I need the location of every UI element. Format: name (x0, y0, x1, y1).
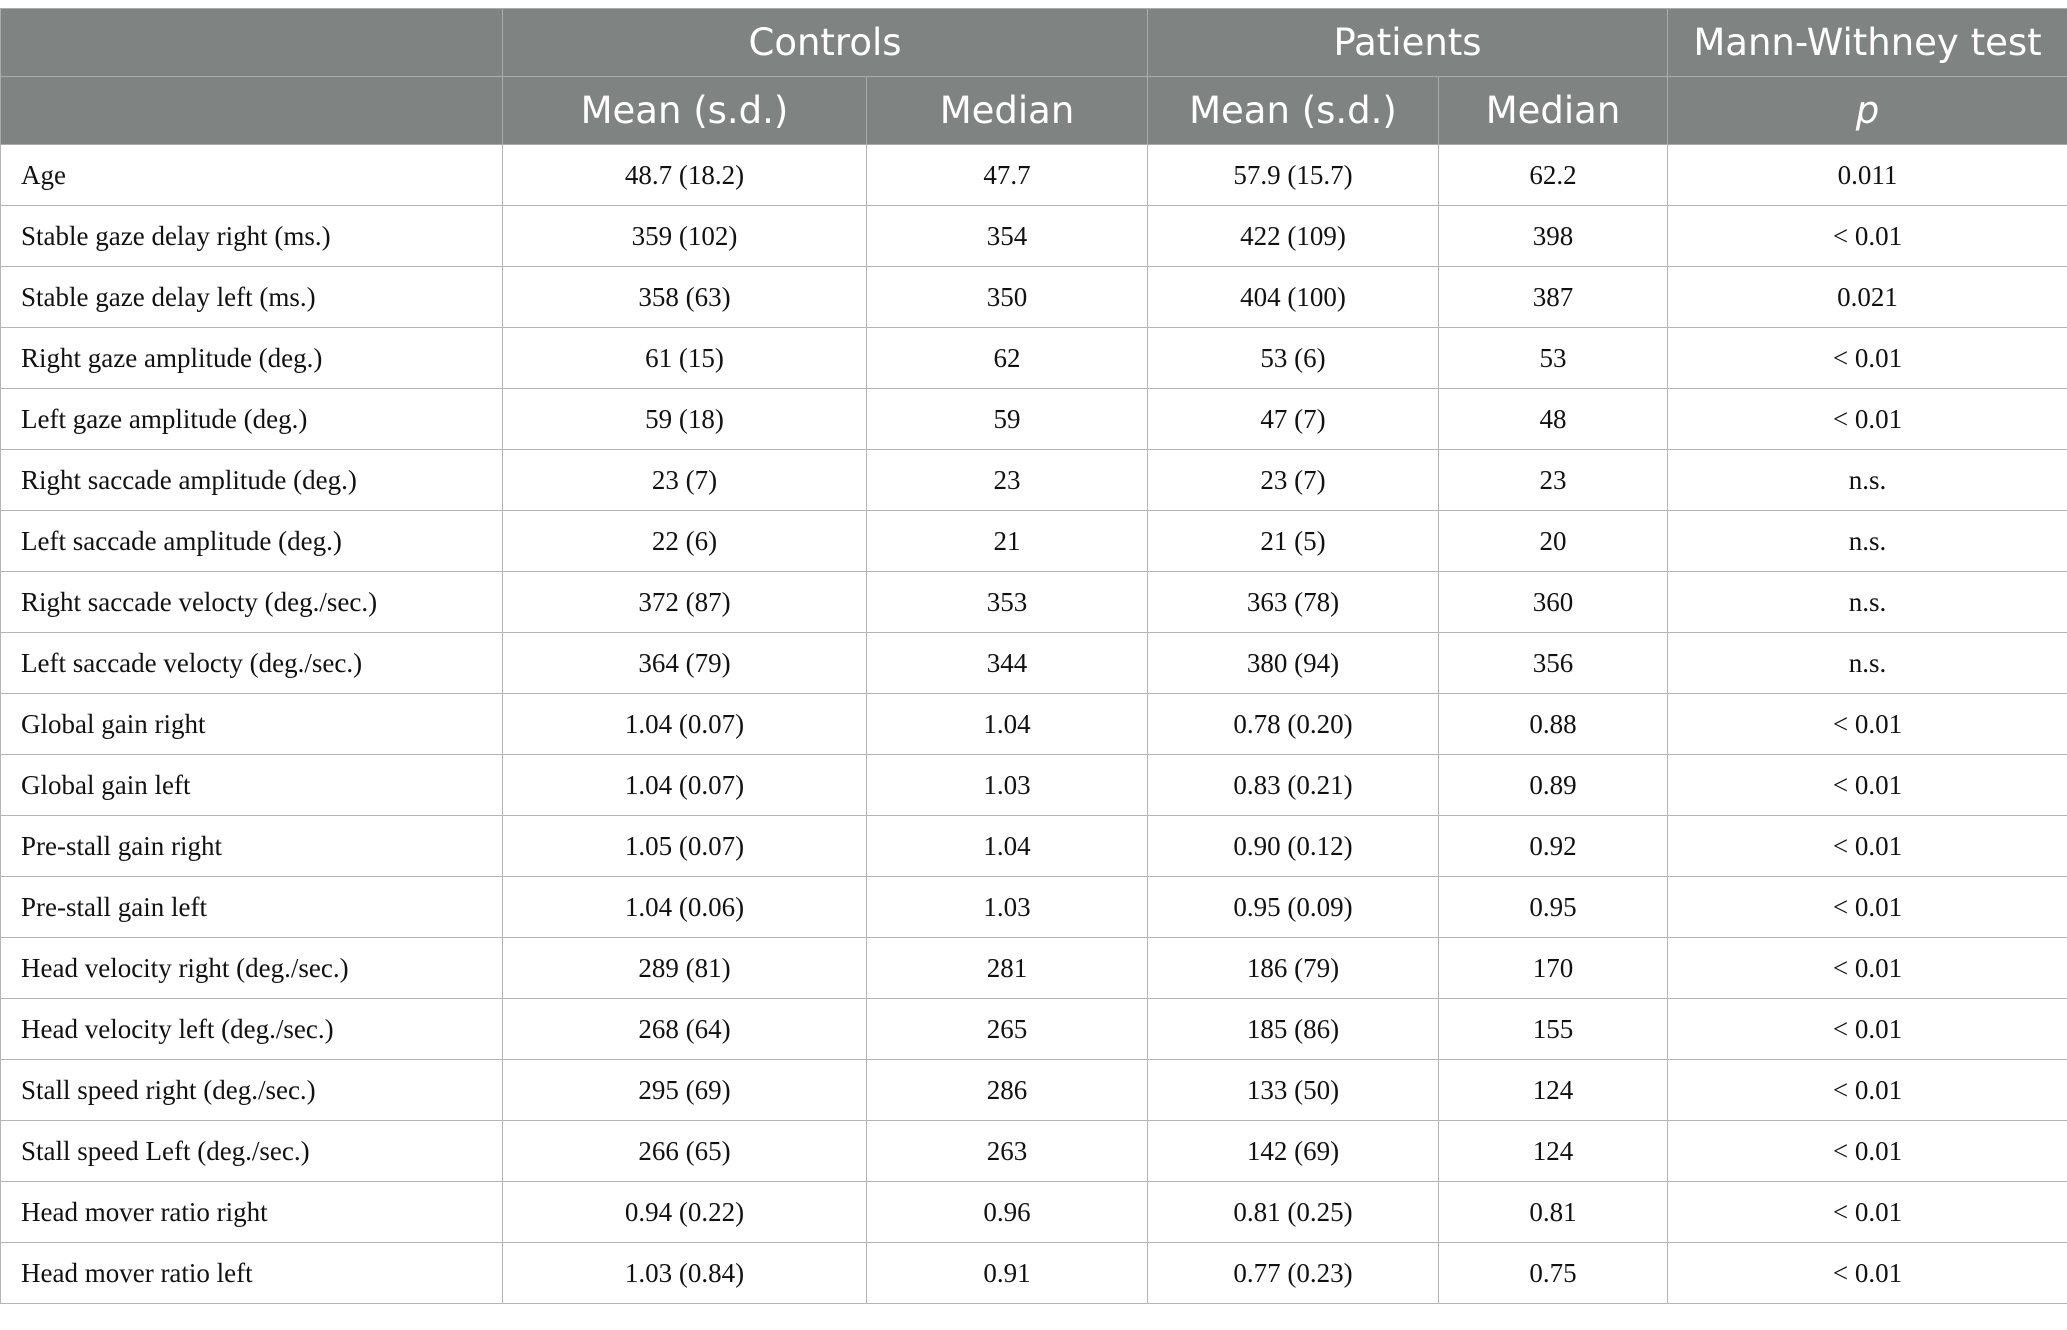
controls-mean-cell: 268 (64) (503, 999, 867, 1060)
patients-mean-cell: 23 (7) (1148, 450, 1439, 511)
patients-median-cell: 356 (1439, 633, 1668, 694)
patients-median-cell: 124 (1439, 1060, 1668, 1121)
row-label: Age (1, 145, 503, 206)
controls-mean-cell: 1.05 (0.07) (503, 816, 867, 877)
p-value-cell: < 0.01 (1668, 938, 2067, 999)
patients-mean-cell: 0.78 (0.20) (1148, 694, 1439, 755)
controls-median-cell: 47.7 (867, 145, 1148, 206)
p-value-cell: < 0.01 (1668, 328, 2067, 389)
controls-median-cell: 0.96 (867, 1182, 1148, 1243)
controls-mean-cell: 1.04 (0.06) (503, 877, 867, 938)
patients-mean-cell: 0.81 (0.25) (1148, 1182, 1439, 1243)
patients-median-cell: 124 (1439, 1121, 1668, 1182)
controls-median-cell: 265 (867, 999, 1148, 1060)
table-row (1, 877, 2067, 938)
p-value-cell: 0.021 (1668, 267, 2067, 328)
table-row (1, 145, 2067, 206)
controls-mean-cell: 359 (102) (503, 206, 867, 267)
row-label: Global gain left (1, 755, 503, 816)
row-label: Head mover ratio left (1, 1243, 503, 1304)
row-label: Head mover ratio right (1, 1182, 503, 1243)
patients-mean-cell: 133 (50) (1148, 1060, 1439, 1121)
p-value-cell: < 0.01 (1668, 816, 2067, 877)
patients-mean-cell: 57.9 (15.7) (1148, 145, 1439, 206)
patients-mean-cell: 47 (7) (1148, 389, 1439, 450)
controls-mean-cell: 364 (79) (503, 633, 867, 694)
controls-mean-cell: 295 (69) (503, 1060, 867, 1121)
patients-mean-cell: 21 (5) (1148, 511, 1439, 572)
patients-mean-cell: 404 (100) (1148, 267, 1439, 328)
p-value-cell: 0.011 (1668, 145, 2067, 206)
patients-mean-cell: 185 (86) (1148, 999, 1439, 1060)
controls-median-cell: 281 (867, 938, 1148, 999)
table-row (1, 1121, 2067, 1182)
patients-median-cell: 155 (1439, 999, 1668, 1060)
controls-median-cell: 263 (867, 1121, 1148, 1182)
table-row (1, 633, 2067, 694)
controls-median-cell: 59 (867, 389, 1148, 450)
controls-mean-cell: 1.04 (0.07) (503, 755, 867, 816)
header-group-row (1, 9, 2067, 77)
row-label: Stable gaze delay right (ms.) (1, 206, 503, 267)
header-patients-mean: Mean (s.d.) (1148, 77, 1439, 145)
row-label: Pre-stall gain left (1, 877, 503, 938)
controls-mean-cell: 22 (6) (503, 511, 867, 572)
table-row (1, 755, 2067, 816)
patients-median-cell: 62.2 (1439, 145, 1668, 206)
controls-median-cell: 0.91 (867, 1243, 1148, 1304)
patients-mean-cell: 142 (69) (1148, 1121, 1439, 1182)
controls-median-cell: 1.04 (867, 694, 1148, 755)
header-p-value: p (1668, 77, 2067, 145)
header-controls: Controls (503, 9, 1148, 77)
patients-median-cell: 48 (1439, 389, 1668, 450)
header-test: Mann-Withney test (1668, 9, 2067, 77)
controls-median-cell: 21 (867, 511, 1148, 572)
table-row (1, 694, 2067, 755)
patients-median-cell: 0.95 (1439, 877, 1668, 938)
row-label: Stall speed Left (deg./sec.) (1, 1121, 503, 1182)
row-label: Head velocity left (deg./sec.) (1, 999, 503, 1060)
controls-mean-cell: 266 (65) (503, 1121, 867, 1182)
patients-mean-cell: 422 (109) (1148, 206, 1439, 267)
p-value-cell: < 0.01 (1668, 1121, 2067, 1182)
p-value-cell: < 0.01 (1668, 206, 2067, 267)
controls-mean-cell: 48.7 (18.2) (503, 145, 867, 206)
row-label: Right gaze amplitude (deg.) (1, 328, 503, 389)
patients-mean-cell: 0.95 (0.09) (1148, 877, 1439, 938)
controls-median-cell: 1.03 (867, 877, 1148, 938)
table-row (1, 938, 2067, 999)
patients-median-cell: 20 (1439, 511, 1668, 572)
row-label: Left gaze amplitude (deg.) (1, 389, 503, 450)
controls-median-cell: 286 (867, 1060, 1148, 1121)
controls-median-cell: 1.04 (867, 816, 1148, 877)
patients-median-cell: 0.81 (1439, 1182, 1668, 1243)
p-value-cell: < 0.01 (1668, 1182, 2067, 1243)
p-value-cell: n.s. (1668, 450, 2067, 511)
controls-mean-cell: 61 (15) (503, 328, 867, 389)
p-value-cell: n.s. (1668, 633, 2067, 694)
patients-mean-cell: 380 (94) (1148, 633, 1439, 694)
header-controls-mean: Mean (s.d.) (503, 77, 867, 145)
patients-mean-cell: 186 (79) (1148, 938, 1439, 999)
table-row (1, 267, 2067, 328)
table-body (1, 145, 2067, 1304)
controls-median-cell: 344 (867, 633, 1148, 694)
patients-median-cell: 0.75 (1439, 1243, 1668, 1304)
row-label: Left saccade amplitude (deg.) (1, 511, 503, 572)
table-row (1, 328, 2067, 389)
p-value-cell: < 0.01 (1668, 755, 2067, 816)
patients-median-cell: 53 (1439, 328, 1668, 389)
patients-mean-cell: 363 (78) (1148, 572, 1439, 633)
patients-mean-cell: 53 (6) (1148, 328, 1439, 389)
p-value-cell: < 0.01 (1668, 1060, 2067, 1121)
results-table (0, 8, 2067, 1304)
patients-median-cell: 23 (1439, 450, 1668, 511)
header-controls-median: Median (867, 77, 1148, 145)
controls-mean-cell: 1.04 (0.07) (503, 694, 867, 755)
table-row (1, 1060, 2067, 1121)
table-row (1, 389, 2067, 450)
row-label: Right saccade velocty (deg./sec.) (1, 572, 503, 633)
patients-median-cell: 387 (1439, 267, 1668, 328)
patients-median-cell: 0.88 (1439, 694, 1668, 755)
p-value-cell: < 0.01 (1668, 389, 2067, 450)
header-sub-row (1, 77, 2067, 145)
table-row (1, 206, 2067, 267)
patients-mean-cell: 0.83 (0.21) (1148, 755, 1439, 816)
p-value-cell: n.s. (1668, 572, 2067, 633)
table-header (1, 9, 2067, 145)
patients-median-cell: 170 (1439, 938, 1668, 999)
p-value-cell: < 0.01 (1668, 1243, 2067, 1304)
row-label: Global gain right (1, 694, 503, 755)
controls-mean-cell: 23 (7) (503, 450, 867, 511)
controls-median-cell: 353 (867, 572, 1148, 633)
header-patients-median: Median (1439, 77, 1668, 145)
table-row (1, 816, 2067, 877)
table-row (1, 1182, 2067, 1243)
table-row (1, 1243, 2067, 1304)
patients-median-cell: 360 (1439, 572, 1668, 633)
row-label: Head velocity right (deg./sec.) (1, 938, 503, 999)
table-row (1, 450, 2067, 511)
controls-median-cell: 1.03 (867, 755, 1148, 816)
controls-mean-cell: 372 (87) (503, 572, 867, 633)
p-value-cell: < 0.01 (1668, 694, 2067, 755)
table-row (1, 511, 2067, 572)
controls-mean-cell: 1.03 (0.84) (503, 1243, 867, 1304)
controls-median-cell: 354 (867, 206, 1148, 267)
p-value-cell: < 0.01 (1668, 877, 2067, 938)
p-value-cell: < 0.01 (1668, 999, 2067, 1060)
controls-mean-cell: 289 (81) (503, 938, 867, 999)
patients-mean-cell: 0.77 (0.23) (1148, 1243, 1439, 1304)
row-label: Right saccade amplitude (deg.) (1, 450, 503, 511)
patients-median-cell: 398 (1439, 206, 1668, 267)
controls-mean-cell: 59 (18) (503, 389, 867, 450)
patients-median-cell: 0.89 (1439, 755, 1668, 816)
header-label-cell (1, 77, 503, 145)
row-label: Pre-stall gain right (1, 816, 503, 877)
row-label: Stable gaze delay left (ms.) (1, 267, 503, 328)
header-corner-cell (1, 9, 503, 77)
patients-median-cell: 0.92 (1439, 816, 1668, 877)
controls-median-cell: 23 (867, 450, 1148, 511)
table-row (1, 572, 2067, 633)
results-table-container (0, 8, 2067, 1304)
row-label: Stall speed right (deg./sec.) (1, 1060, 503, 1121)
header-patients: Patients (1148, 9, 1668, 77)
p-value-cell: n.s. (1668, 511, 2067, 572)
patients-mean-cell: 0.90 (0.12) (1148, 816, 1439, 877)
table-row (1, 999, 2067, 1060)
controls-median-cell: 62 (867, 328, 1148, 389)
controls-mean-cell: 358 (63) (503, 267, 867, 328)
controls-mean-cell: 0.94 (0.22) (503, 1182, 867, 1243)
controls-median-cell: 350 (867, 267, 1148, 328)
row-label: Left saccade velocty (deg./sec.) (1, 633, 503, 694)
